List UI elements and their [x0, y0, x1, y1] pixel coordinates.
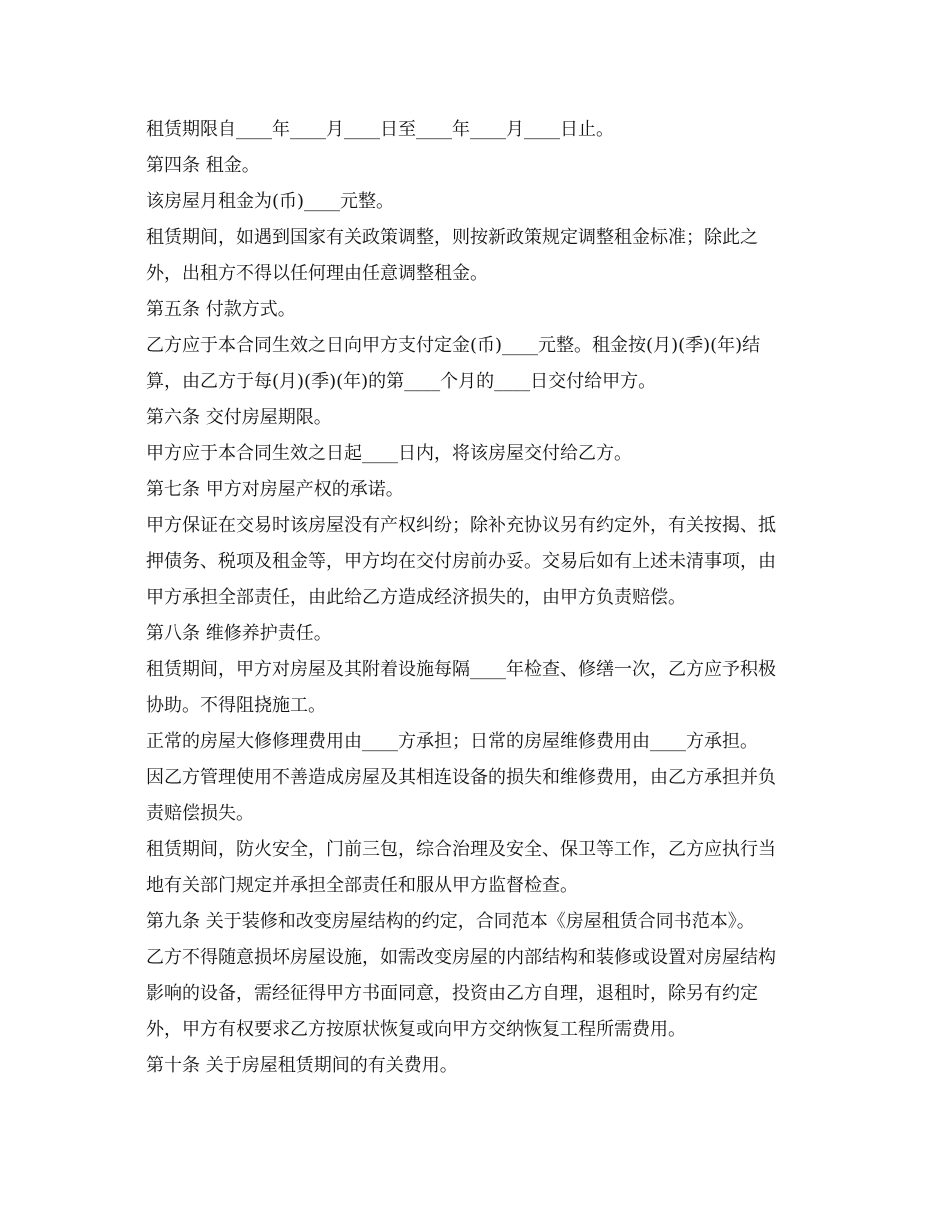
text-line: 正常的房屋大修修理费用由____方承担；日常的房屋维修费用由____方承担。: [146, 731, 758, 752]
text-line: 租赁期限自____年____月____日至____年____月____日止。: [146, 119, 614, 140]
section-heading: 第十条 关于房屋租赁期间的有关费用。: [146, 1055, 458, 1076]
text-line: 影响的设备，需经征得甲方书面同意，投资由乙方自理，退租时，除另有约定: [146, 983, 758, 1004]
text-line: 租赁期间，防火安全，门前三包，综合治理及安全、保卫等工作，乙方应执行当: [146, 839, 776, 860]
text-line: 甲方承担全部责任，由此给乙方造成经济损失的，由甲方负责赔偿。: [146, 587, 686, 608]
text-line: 因乙方管理使用不善造成房屋及其相连设备的损失和维修费用，由乙方承担并负: [146, 767, 776, 788]
text-line: 协助。不得阻挠施工。: [146, 695, 326, 716]
text-line: 甲方应于本合同生效之日起____日内，将该房屋交付给乙方。: [146, 443, 632, 464]
section-heading: 第八条 维修养护责任。: [146, 623, 332, 644]
section-heading: 第五条 付款方式。: [146, 299, 296, 320]
text-line: 租赁期间，甲方对房屋及其附着设施每隔____年检查、修缮一次，乙方应予积极: [146, 659, 776, 680]
text-line: 甲方保证在交易时该房屋没有产权纠纷；除补充协议另有约定外，有关按揭、抵: [146, 515, 776, 536]
document-body: [146, 112, 806, 1084]
text-line: 租赁期间，如遇到国家有关政策调整，则按新政策规定调整租金标准；除此之: [146, 227, 758, 248]
text-line: 该房屋月租金为(币)____元整。: [146, 191, 395, 212]
text-line: 外，甲方有权要求乙方按原状恢复或向甲方交纳恢复工程所需费用。: [146, 1019, 686, 1040]
text-line: 乙方应于本合同生效之日向甲方支付定金(币)____元整。租金按(月)(季)(年)结: [146, 335, 761, 356]
section-heading: 第四条 租金。: [146, 155, 260, 176]
section-heading: 第六条 交付房屋期限。: [146, 407, 332, 428]
text-line: 地有关部门规定并承担全部责任和服从甲方监督检查。: [146, 875, 578, 896]
text-line: 乙方不得随意损坏房屋设施，如需改变房屋的内部结构和装修或设置对房屋结构: [146, 947, 776, 968]
section-heading: 第七条 甲方对房屋产权的承诺。: [146, 479, 404, 500]
text-line: 责赔偿损失。: [146, 803, 254, 824]
text-line: 算，由乙方于每(月)(季)(年)的第____个月的____日交付给甲方。: [146, 371, 657, 392]
text-line: 外，出租方不得以任何理由任意调整租金。: [146, 263, 488, 284]
section-heading: 第九条 关于装修和改变房屋结构的约定，合同范本《房屋租赁合同书范本》。: [146, 911, 755, 932]
text-line: 押债务、税项及租金等，甲方均在交付房前办妥。交易后如有上述未清事项，由: [146, 551, 776, 572]
